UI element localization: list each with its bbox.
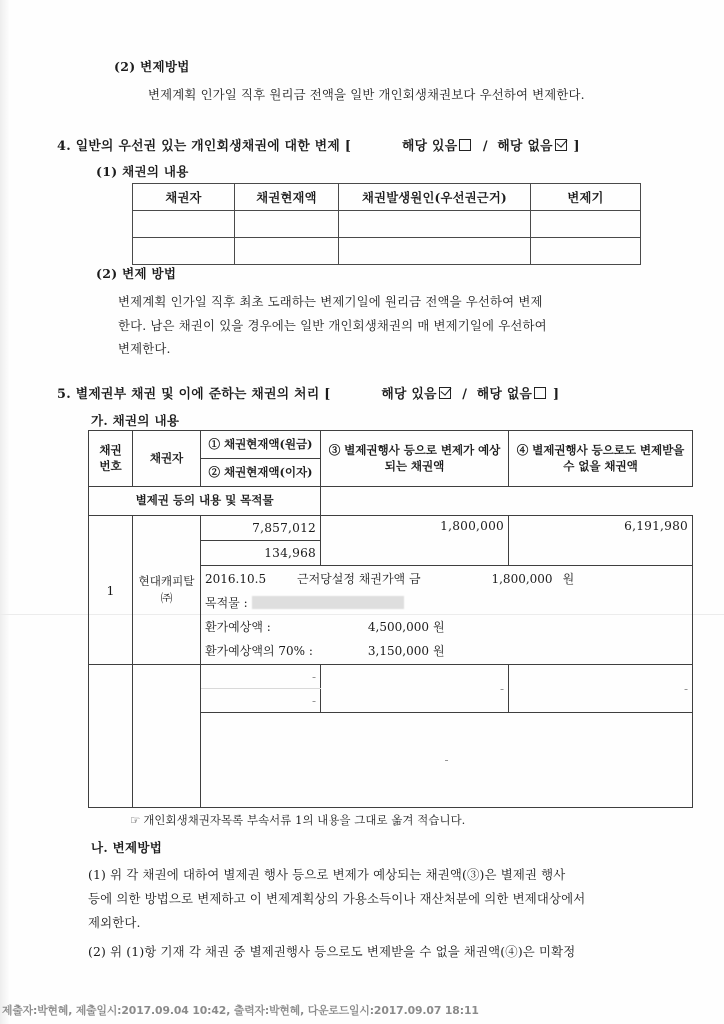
column-header-interest: ② 채권현재액(이자) xyxy=(201,459,321,487)
section4-applicable-label: 해당 있음 xyxy=(401,139,458,154)
paragraph2-line-1: (2) 위 (1)항 기재 각 채권 중 별제권행사 등으로도 변제받을 수 없을 채권액(④)은 미확정 xyxy=(88,944,576,959)
cell-security-detail: - xyxy=(201,713,693,808)
section5-applicable-label: 해당 있음 xyxy=(381,387,437,402)
section5-not-applicable-label: 해당 없음 xyxy=(476,387,533,402)
cell-cause xyxy=(339,238,531,265)
cell-unrecoverable: 6,191,980 xyxy=(509,516,693,566)
section5-paragraph-2 xyxy=(88,940,692,964)
cell-due-date xyxy=(531,211,641,238)
priority-claim-table xyxy=(132,183,641,265)
table-note xyxy=(130,812,465,828)
detail-line-appraisal xyxy=(205,615,688,639)
appraisal70-amount: 3,150,000 xyxy=(367,644,429,658)
section4-heading-text: 4. 일반의 우선권 있는 개인회생채권에 대한 변제 [ xyxy=(57,139,352,154)
secured-claim-table xyxy=(88,430,693,808)
cell-creditor xyxy=(133,516,201,665)
security-type: 근저당설정 채권가액 금 xyxy=(297,572,421,586)
column-header-due-date: 변제기 xyxy=(531,184,641,211)
section5-applicable-checkbox[interactable] xyxy=(439,387,451,399)
cell-unrecoverable: - xyxy=(509,665,693,713)
appraisal70-label: 환가예상액의 70% : xyxy=(205,644,313,658)
cell-creditor xyxy=(133,665,201,808)
cell-cause xyxy=(339,211,531,238)
section5-bracket-close: ] xyxy=(552,387,560,402)
appraisal-amount: 4,500,000 xyxy=(367,620,429,634)
cell-interest: 134,968 xyxy=(201,541,321,566)
section4-body-line-2: 한다. 남은 채권이 있을 경우에는 일반 개인회생채권의 매 변제기일에 우선하여 xyxy=(118,317,547,333)
detail-line-right xyxy=(205,567,688,591)
scan-edge-artifact xyxy=(0,0,9,1024)
section4-heading-row xyxy=(57,135,580,154)
section5-heading-text: 5. 별제권부 채권 및 이에 준하는 채권의 처리 [ xyxy=(57,387,331,402)
table-header-row xyxy=(89,431,693,459)
table-note-text: 개인회생채권자목록 부속서류 1의 내용을 그대로 옮겨 적습니다. xyxy=(143,813,466,827)
cell-current-amount xyxy=(235,238,339,265)
column-header-claim-no xyxy=(89,431,133,487)
section5-separator: / xyxy=(457,387,473,402)
section3-body: 변제계획 인가일 직후 원리금 전액을 일반 개인회생채권보다 우선하여 변제한다. xyxy=(148,87,585,102)
section4-body xyxy=(118,290,678,361)
cell-expected-payment: 1,800,000 xyxy=(321,516,509,566)
cell-creditor xyxy=(133,238,235,265)
table-row xyxy=(133,238,641,265)
section4-sub-heading-2: (2) 변제 방법 xyxy=(96,266,177,281)
column-header-current-amount: 채권현재액 xyxy=(235,184,339,211)
section4-checkbox-group xyxy=(402,135,580,154)
page-footer: 제출자:박현혜, 제출일시:2017.09.04 10:42, 출력자:박현혜, 다운로드일시:2017.09.07 18:11 xyxy=(2,1004,479,1017)
section5-not-applicable-checkbox[interactable] xyxy=(534,387,546,399)
cell-claim-no xyxy=(89,665,133,808)
paragraph1-line-1: (1) 위 각 채권에 대하여 별제권 행사 등으로 변제가 예상되는 채권액(③)은 별제권 행사 xyxy=(88,867,566,882)
section4-separator: / xyxy=(478,139,493,154)
security-amount-unit: 원 xyxy=(562,572,575,586)
pointer-icon: ☞ xyxy=(130,813,141,827)
object-label: 목적물 : xyxy=(205,596,248,610)
column-header-creditor: 채권자 xyxy=(133,431,201,487)
column-header-cause: 채권발생원인(우선권근거) xyxy=(339,184,531,211)
section3-sub-heading: (2) 변제방법 xyxy=(114,59,190,74)
creditor-line1: 현대캐피탈 xyxy=(138,574,195,589)
redacted-object-value xyxy=(252,596,404,609)
section5-paragraph-1 xyxy=(88,863,692,936)
section4-bracket-close: ] xyxy=(573,139,580,154)
table-row xyxy=(89,516,693,541)
section4-not-applicable-checkbox[interactable] xyxy=(555,139,567,151)
cell-expected-payment: - xyxy=(321,665,509,713)
appraisal-unit: 원 xyxy=(433,620,445,634)
cell-claim-no: 1 xyxy=(89,516,133,665)
cell-current-amount xyxy=(235,211,339,238)
cell-interest: - xyxy=(201,689,321,713)
appraisal70-unit: 원 xyxy=(433,644,445,658)
section4-not-applicable-label: 해당 없음 xyxy=(497,139,553,154)
section4-sub-heading-1: (1) 채권의 내용 xyxy=(96,164,189,179)
section4-body-line-1: 변제계획 인가일 직후 최초 도래하는 변제기일에 원리금 전액을 우선하여 변제 xyxy=(118,294,543,309)
appraisal-label: 환가예상액 : xyxy=(205,620,271,634)
paragraph1-line-3: 제외한다. xyxy=(88,915,141,931)
table-row xyxy=(89,665,693,689)
table-row xyxy=(133,211,641,238)
creditor-line2: ㈜ xyxy=(160,591,173,605)
section4-applicable-checkbox[interactable] xyxy=(459,139,471,151)
column-header-creditor: 채권자 xyxy=(133,184,235,211)
detail-line-appraisal70 xyxy=(205,639,688,663)
column-header-unrecoverable: ④ 별제권행사 등으로도 변제받을 수 없을 채권액 xyxy=(509,431,693,487)
claim-no-line1: 채권 xyxy=(99,442,122,457)
column-header-principal: ① 채권현재액(원금) xyxy=(201,431,321,459)
column-header-expected-payment: ③ 별제권행사 등으로 변제가 예상되는 채권액 xyxy=(321,431,509,487)
table-header-row-3 xyxy=(89,487,693,516)
column-header-detail-span: 별제권 등의 내용 및 목적물 xyxy=(89,487,321,516)
security-amount: 1,800,000 xyxy=(491,572,553,586)
table-header-row xyxy=(133,184,641,211)
claim-no-line2: 번호 xyxy=(99,458,122,473)
section5-checkbox-group xyxy=(381,383,559,402)
detail-line-object xyxy=(205,591,688,615)
cell-due-date xyxy=(531,238,641,265)
section4-body-line-3: 변제한다. xyxy=(118,341,171,357)
paragraph1-line-2: 등에 의한 방법으로 변제하고 이 변제계획상의 가용소득이나 재산처분에 의한 변제대상에서 xyxy=(88,891,586,907)
security-date: 2016.10.5 xyxy=(205,572,267,586)
cell-security-detail xyxy=(201,566,693,665)
section5-sub-heading-b: 나. 변제방법 xyxy=(91,840,163,855)
cell-principal: 7,857,012 xyxy=(201,516,321,541)
cell-creditor xyxy=(133,211,235,238)
section5-sub-heading-a: 가. 채권의 내용 xyxy=(91,413,180,428)
section5-heading-row xyxy=(57,383,559,402)
cell-principal: - xyxy=(201,665,321,689)
